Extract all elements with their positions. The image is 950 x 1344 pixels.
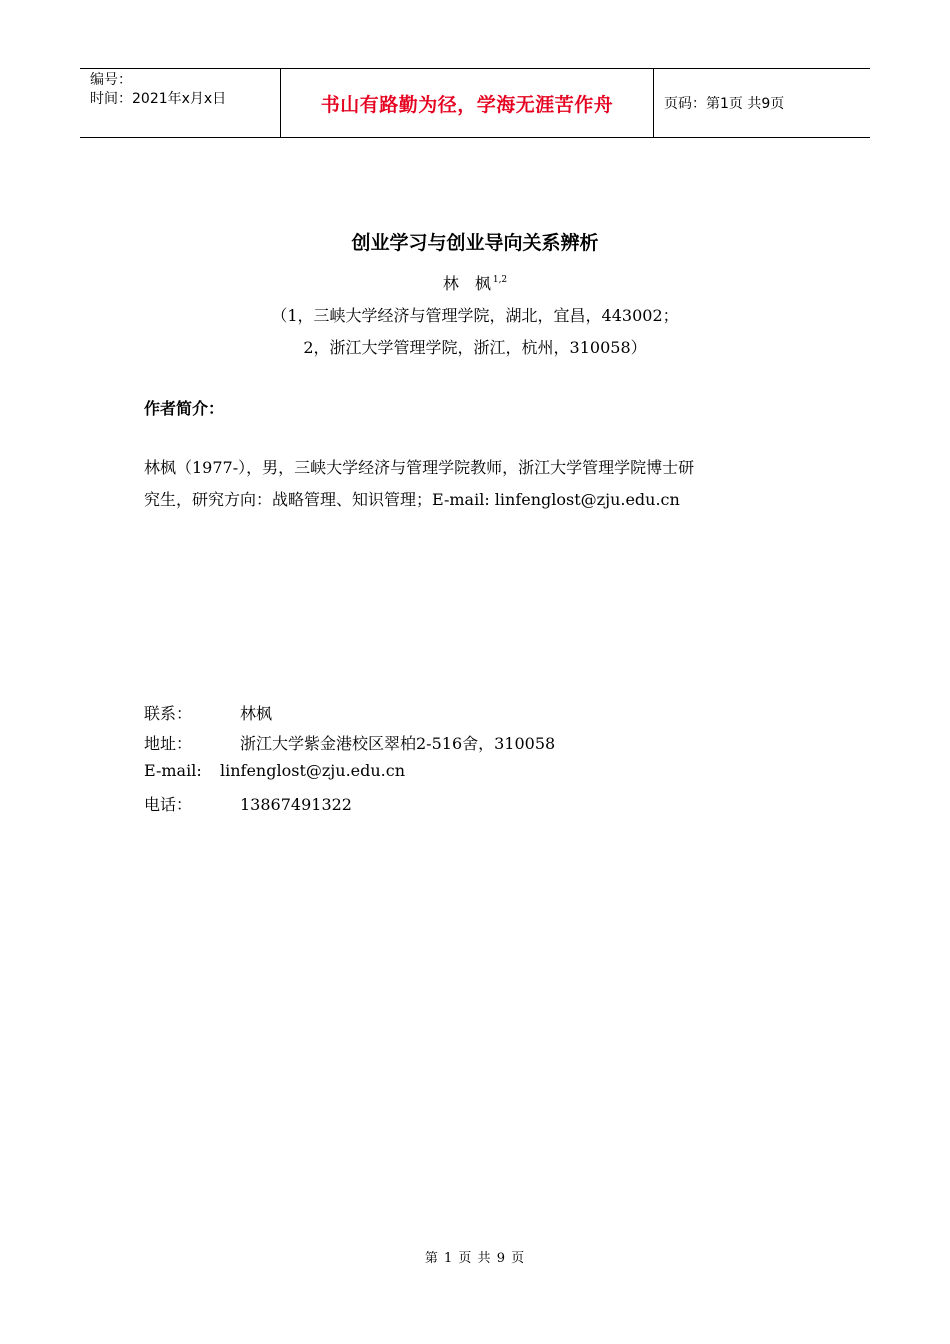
page-footer: 第 1 页 共 9 页 — [424, 1251, 526, 1266]
contact-name-label: 联系： — [144, 704, 193, 723]
contact-phone-value: 13867491322 — [240, 795, 352, 814]
contact-name-value: 林枫 — [240, 704, 273, 723]
header-info — [80, 69, 281, 137]
header-number: 编号： — [90, 72, 132, 88]
contact-email-row — [144, 761, 405, 780]
header-time: 时间：2021年x月x日 — [90, 91, 227, 107]
author-affiliation-marks: 1,2 — [492, 275, 508, 285]
header-page-number: 页码：第1页 共9页 — [664, 96, 785, 112]
contact-address-label: 地址： — [144, 734, 193, 753]
contact-phone-row — [144, 792, 352, 815]
article-author — [0, 271, 950, 294]
article-title: 创业学习与创业导向关系辨析 — [351, 232, 599, 254]
page-header — [80, 68, 870, 138]
header-motto: 书山有路勤为径，学海无涯苦作舟 — [281, 69, 654, 137]
contact-address-row — [144, 731, 555, 754]
contact-email-value: linfenglost@zju.edu.cn — [220, 761, 406, 780]
author-bio-line-1: 林枫（1977-），男，三峡大学经济与管理学院教师，浙江大学管理学院博士研 — [144, 458, 695, 477]
author-bio-line-2: 究生，研究方向：战略管理、知识管理；E-mail: linfenglost@zju.edu.cn — [144, 490, 680, 509]
author-name: 林 枫 — [442, 274, 491, 293]
affiliation-line-1: （1，三峡大学经济与管理学院，湖北，宜昌，443002； — [271, 306, 679, 325]
contact-email-label: E-mail: — [144, 761, 202, 780]
contact-address-value: 浙江大学紫金港校区翠柏2-516舍，310058 — [240, 734, 556, 753]
author-intro-heading: 作者简介： — [144, 399, 225, 418]
contact-phone-label: 电话： — [144, 795, 193, 814]
affiliation-line-2: 2，浙江大学管理学院，浙江，杭州，310058） — [303, 338, 647, 357]
contact-name-row — [144, 701, 272, 724]
